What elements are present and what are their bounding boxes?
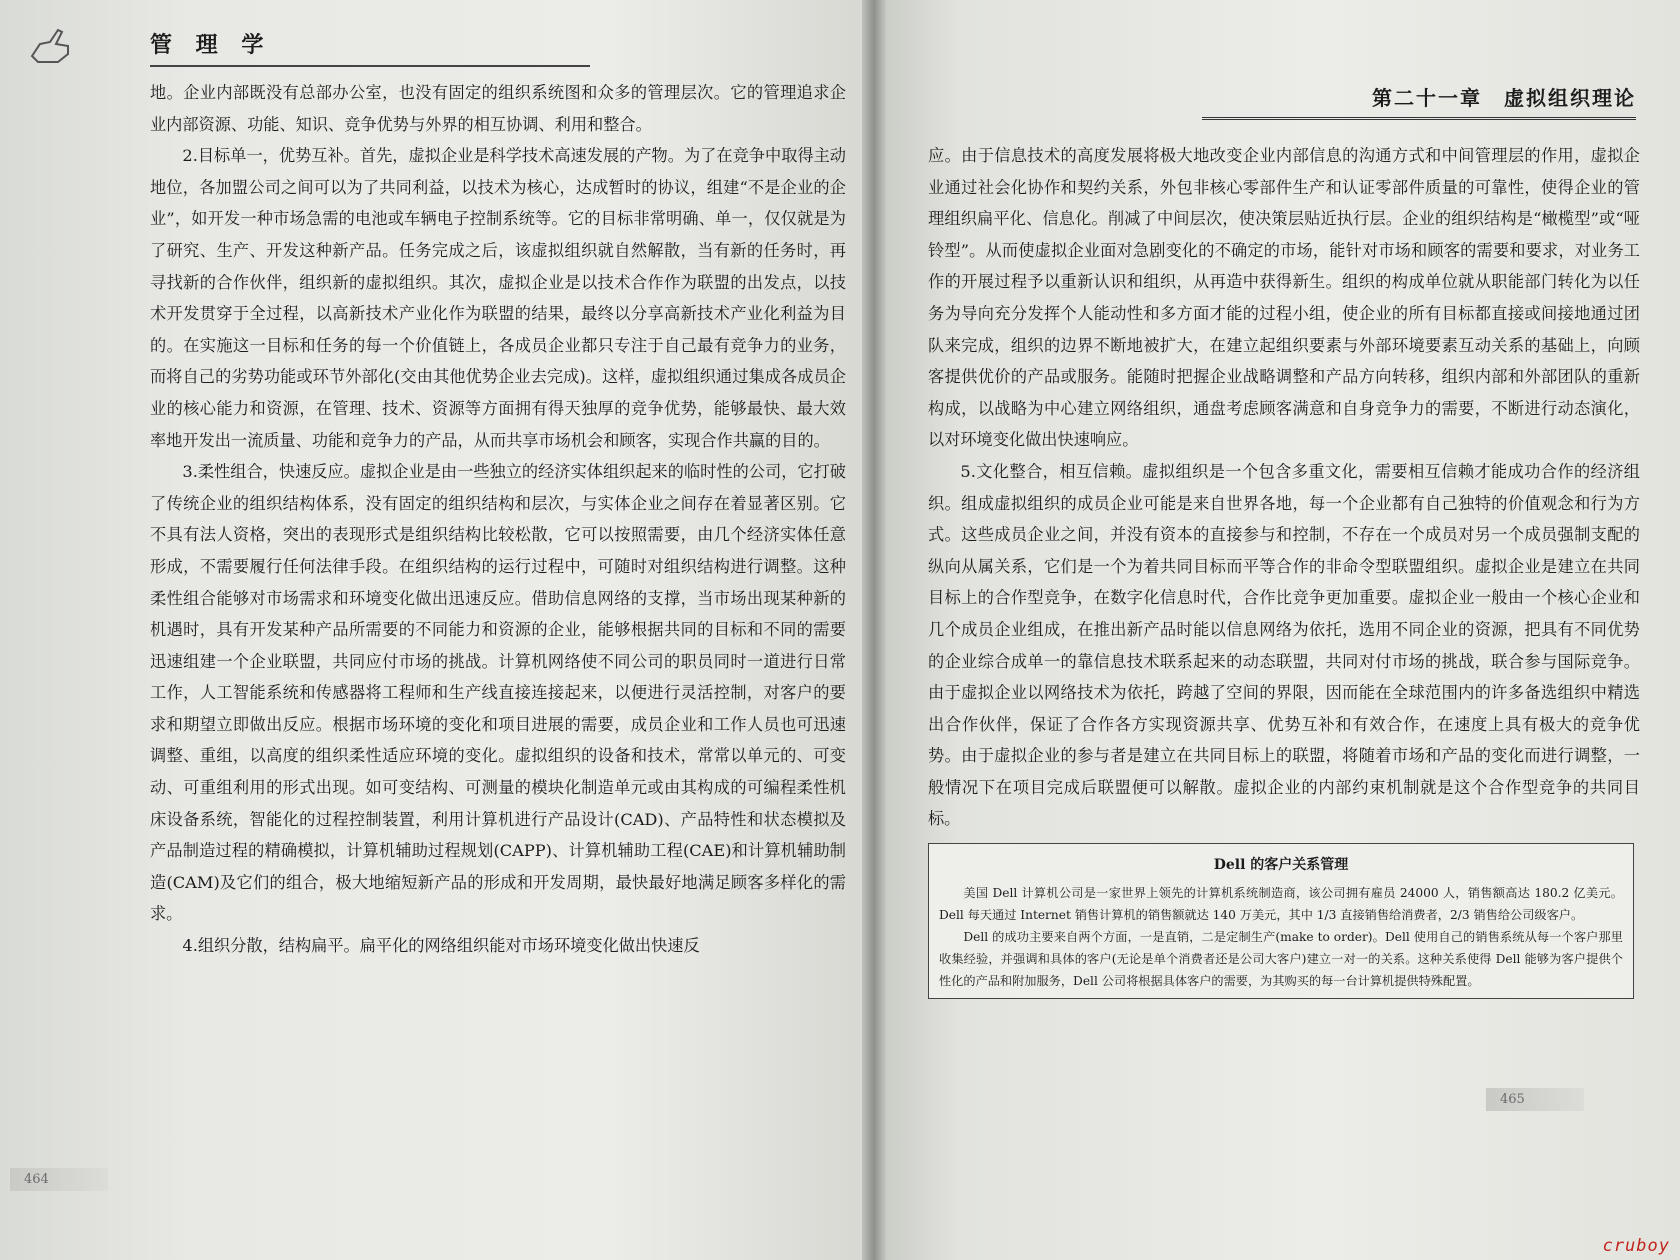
watermark: cruboy — [1602, 1236, 1670, 1256]
page-number-left: 464 — [10, 1168, 108, 1191]
running-head-left: 管 理 学 — [150, 28, 590, 67]
running-head-right: 第二十一章 虚拟组织理论 — [1202, 82, 1636, 120]
right-page — [880, 0, 1680, 1260]
paragraph: 3.柔性组合，快速反应。虚拟企业是由一些独立的经济实体组织起来的临时性的公司，它打破了传统企业的组织结构体系，没有固定的组织结构和层次，与实体企业之间存在着显著区别。它不具有法人资格，突出的表现形式是组织结构比较松散，它可以按照需要，由几个经济实体任意形成，不需要履行任何法律手段。在组织结构的运行过程中，可随时对组织结构进行调整。这种柔性组合能够对市场需求和环境变化做出迅速反应。借助信息网络的支撑，当市场出现某种新的机遇时，具有开发某种产品所需要的不同能力和资源的企业，能够根据共同的目标和不同的需要迅速组建一个企业联盟，共同应付市场的挑战。计算机网络使不同公司的职员同时一道进行日常工作，人工智能系统和传感器将工程师和生产线直接连接起来，以便进行灵活控制，对客户的要求和期望立即做出反应。根据市场环境的变化和项目进展的需要，成员企业和工作人员也可迅速调整、重组，以高度的组织柔性适应环境的变化。虚拟组织的设备和技术，常常以单元的、可变动、可重组利用的形式出现。如可变结构、可测量的模块化制造单元或由其构成的可编程柔性机床设备系统，智能化的过程控制装置，利用计算机进行产品设计(CAD)、产品特性和状态模拟及产品制造过程的精确模拟，计算机辅助过程规划(CAPP)、计算机辅助工程(CAE)和计算机辅助制造(CAM)及它们的组合，极大地缩短新产品的形成和开发周期，最快最好地满足顾客多样化的需求。 — [150, 462, 846, 924]
page-number-right: 465 — [1486, 1088, 1584, 1111]
case-paragraph: Dell 的成功主要来自两个方面，一是直销，二是定制生产(make to order)。Dell 使用自己的销售系统从每一个客户那里收集经验，并强调和具体的客户(无论是单个消费者还是公司大客户)建立一对一的关系。这种关系使得 Dell 能够为客户提供个性化的产品和附加服务，Dell 公司将根据具体客户的需要，为其购买的每一台计算机提供特殊配置。 — [939, 930, 1623, 989]
paragraph: 4.组织分散，结构扁平。扁平化的网络组织能对市场环境变化做出快速反 — [182, 936, 700, 956]
case-study-box — [928, 843, 1634, 999]
paragraph: 应。由于信息技术的高度发展将极大地改变企业内部信息的沟通方式和中间管理层的作用，虚拟企业通过社会化协作和契约关系，外包非核心零部件生产和认证零部件质量的可靠性，使得企业的管理组织扁平化、信息化。削减了中间层次，使决策层贴近执行层。企业的组织结构是“橄榄型”或“哑铃型”。从而使虚拟企业面对急剧变化的不确定的市场，能针对市场和顾客的需要和要求，对业务工作的开展过程予以重新认识和组织，从再造中获得新生。组织的构成单位就从职能部门转化为以任务为导向充分发挥个人能动性和多方面才能的过程小组，使企业的所有目标都直接或间接地通过团队来完成，组织的边界不断地被扩大，在建立起组织要素与外部环境要素互动关系的基础上，向顾客提供优价的产品或服务。能随时把握企业战略调整和产品方向转移，组织内部和外部团队的重新构成，以战略为中心建立网络组织，通盘考虑顾客满意和自身竞争力的需要，不断进行动态演化，以对环境变化做出快速响应。 — [928, 146, 1640, 450]
paragraph: 2.目标单一，优势互补。首先，虚拟企业是科学技术高速发展的产物。为了在竞争中取得主动地位，各加盟公司之间可以为了共同利益，以技术为核心，达成暂时的协议，组建“不是企业的企业”，如开发一种市场急需的电池或车辆电子控制系统等。它的目标非常明确、单一，仅仅就是为了研究、生产、开发这种新产品。任务完成之后，该虚拟组织就自然解散，当有新的任务时，再寻找新的合作伙伴，组织新的虚拟组织。其次，虚拟企业是以技术合作作为联盟的出发点，以技术开发贯穿于全过程，以高新技术产业化作为联盟的结果，最终以分享高新技术产业化利益为目的。在实施这一目标和任务的每一个价值链上，各成员企业都只专注于自己最有竞争力的业务，而将自己的劣势功能或环节外部化(交由其他优势企业去完成)。这样，虚拟组织通过集成各成员企业的核心能力和资源，在管理、技术、资源等方面拥有得天独厚的竞争优势，能够最快、最大效率地开发出一流质量、功能和竞争力的产品，从而共享市场机会和顾客，实现合作共赢的目的。 — [150, 146, 846, 450]
right-body-text — [928, 140, 1640, 999]
pointing-hand-icon — [28, 26, 72, 66]
case-paragraph: 美国 Dell 计算机公司是一家世界上领先的计算机系统制造商，该公司拥有雇员 24000 人，销售额高达 180.2 亿美元。Dell 每天通过 Internet 销售计算机的销售额就达 140 万美元，其中 1/3 直接销售给消费者，2/3 销售给公司级客户。 — [939, 886, 1623, 923]
paragraph: 5.文化整合，相互信赖。虚拟组织是一个包含多重文化，需要相互信赖才能成功合作的经济组织。组成虚拟组织的成员企业可能是来自世界各地，每一个企业都有自己独特的价值观念和行为方式。这些成员企业之间，并没有资本的直接参与和控制，不存在一个成员对另一个成员强制支配的纵向从属关系，它们是一个为着共同目标而平等合作的非命令型联盟组织。虚拟企业是建立在共同目标上的合作型竞争，在数字化信息时代，合作比竞争更加重要。虚拟企业一般由一个核心企业和几个成员企业组成，在推出新产品时能以信息网络为依托，选用不同企业的资源，把具有不同优势的企业综合成单一的靠信息技术联系起来的动态联盟，共同对付市场的挑战，联合参与国际竞争。由于虚拟企业以网络技术为依托，跨越了空间的界限，因而能在全球范围内的许多备选组织中精选出合作伙伴，保证了合作各方实现资源共享、优势互补和有效合作，在速度上具有极大的竞争优势。由于虚拟企业的参与者是建立在共同目标上的联盟，将随着市场和产品的变化而进行调整，一般情况下在项目完成后联盟便可以解散。虚拟企业的内部约束机制就是这个合作型竞争的共同目标。 — [928, 461, 1640, 829]
book-gutter — [862, 0, 886, 1260]
case-study-title: Dell 的客户关系管理 — [1213, 857, 1349, 874]
paragraph: 地。企业内部既没有总部办公室，也没有固定的组织系统图和众多的管理层次。它的管理追求企业内部资源、功能、知识、竞争优势与外界的相互协调、利用和整合。 — [150, 83, 846, 134]
left-body-text — [150, 77, 846, 962]
